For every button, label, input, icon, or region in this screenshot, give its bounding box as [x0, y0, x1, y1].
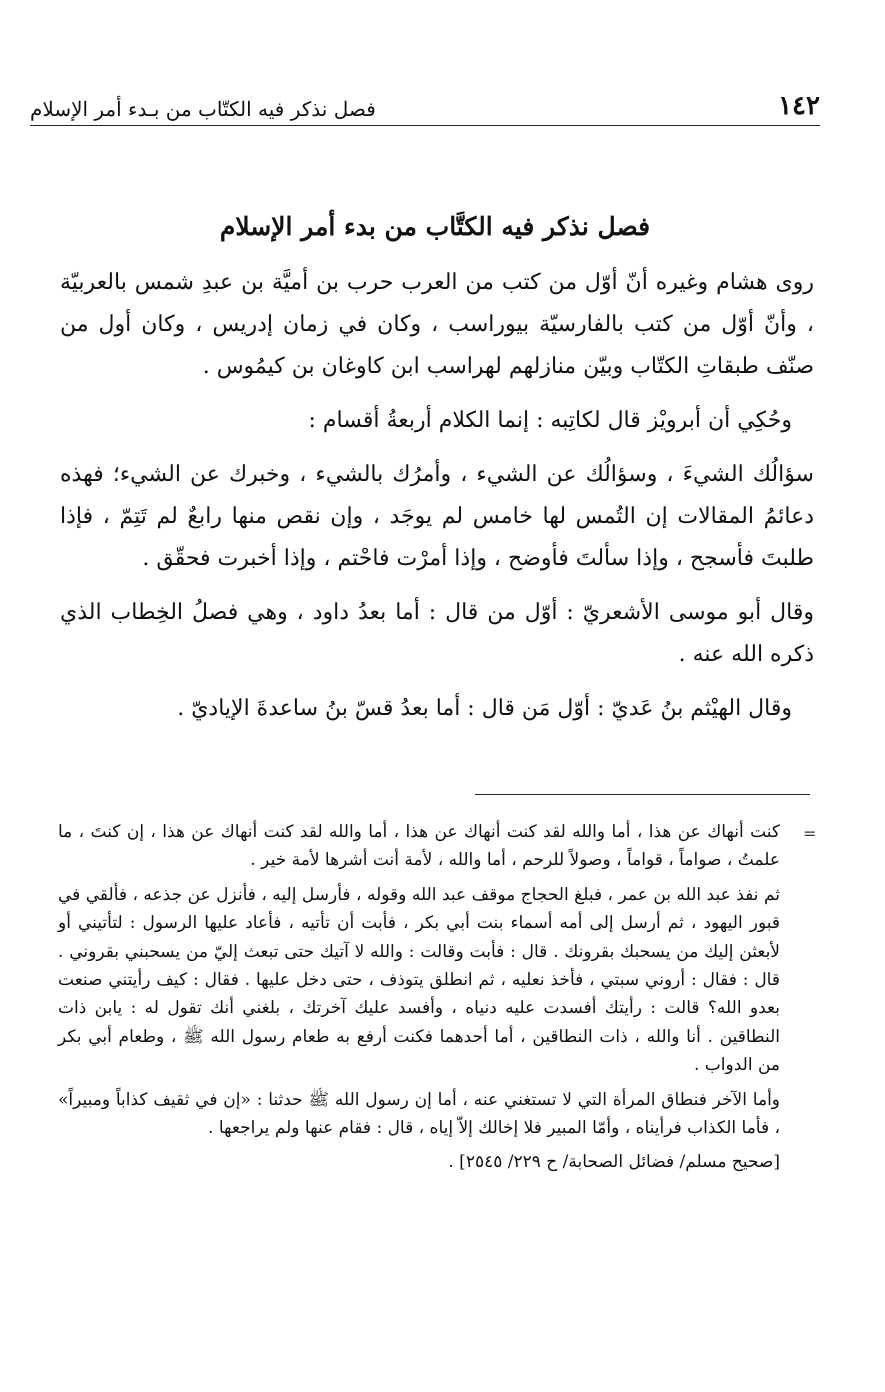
footnotes — [58, 818, 780, 1183]
footnote-reference: [صحيح مسلم/ فضائل الصحابة/ ح ٢٢٩/ ٢٥٤٥] . — [448, 1152, 780, 1173]
footnote-paragraph: وأما الآخر فنطاق المرأة التي لا تستغني عنه ، أما إن رسول الله ﷺ حدثنا : «إن في ثقيف كذاباً ومبيراً» ، فأما الكذاب فرأيناه ، وأمّا المبير فلا إخالك إلاّ إياه ، قال : فقام عنها ولم يراجعها . — [58, 1089, 780, 1139]
footnote-separator — [475, 794, 810, 795]
main-text — [60, 262, 814, 742]
page-number: ١٤٢ — [778, 91, 820, 121]
body-paragraph: روى هشام وغيره أنّ أوّل من كتب من العرب حرب بن أميَّة بن عبدِ شمس بالعربيّة ، وأنّ أوّل من كتب بالفارسيّة بيوراسب ، وكان في زمان إدريس ، وكان أول من صنّف طبقاتِ الكتّاب وبيّن منازلهم لهراسب ابن كاوغان بن كيمُوس . — [60, 270, 815, 379]
body-paragraph: سؤالُك الشيءَ ، وسؤالُك عن الشيء ، وأمرُك بالشيء ، وخبرك عن الشيء؛ فهذه دعائمُ المقالات إن التُمس لها خامس لم يوجَد ، وإن نقص منها رابعٌ لم تَتِمّ ، فإذا طلبتَ فأسجح ، وإذا سألتَ فأوضح ، وإذا أمرْت فاحْتم ، وإذا أخبرت فحقّق . — [60, 462, 814, 571]
footnote-paragraph: ثم نفذ عبد الله بن عمر ، فبلغ الحجاج موقف عبد الله وقوله ، فأرسل إليه ، فأنزل عن جذعه ، فألقي في قبور اليهود ، ثم أرسل إلى أمه أسماء بنت أبي بكر ، فأبت أن تأتيه ، فأعاد عليها الرسول : لتأتيني أو لأبعثن إليك من يسحبك بقرونك . قال : فأبت وقالت : والله لا آتيك حتى تبعث إليّ من يسحبني بقروني . قال : فقال : أروني سبتي ، فأخذ نعليه ، ثم انطلق يتوذف ، حتى دخل عليها . فقال : كيف رأيتني صنعت بعدو الله؟ قالت : رأيتك أفسدت عليه دنياه ، وأفسد عليك آخرتك ، بلغني أنك تقول له : يابن ذات النطاقين . أنا والله ، ذات النطاقين ، أما أحدهما فكنت أرفع به طعام رسول الله ﷺ ، وطعام أبي بكر من الدواب . — [58, 884, 780, 1076]
body-paragraph: وقال أبو موسى الأشعريّ : أوّل من قال : أما بعدُ داود ، وهي فصلُ الخِطاب الذي ذكره الله عنه . — [60, 600, 814, 667]
running-title: فصل نذكر فيه الكتّاب من بـدء أمر الإسلام — [30, 97, 376, 121]
chapter-title: فصل نذكر فيه الكتَّاب من بدء أمر الإسلام — [219, 212, 651, 241]
body-paragraph: وحُكِي أن أبرويْز قال لكاتِبه : إنما الكلام أربعةُ أقسام : — [308, 408, 792, 433]
running-header — [30, 86, 820, 126]
footnote-continuation-mark: = — [803, 824, 817, 843]
footnote-paragraph: كنت أنهاك عن هذا ، أما والله لقد كنت أنهاك عن هذا ، أما والله لقد كنت أنهاك عن هذا ، إن كنتَ ، ما علمتُ ، صواماً ، قواماً ، وصولاً للرحم ، أما والله ، لأمة أنت أشرها لأمة خير . — [58, 822, 780, 871]
body-paragraph: وقال الهيْثم بنُ عَديّ : أوّل مَن قال : أما بعدُ قسّ بنُ ساعدةَ الإياديّ . — [177, 696, 792, 721]
